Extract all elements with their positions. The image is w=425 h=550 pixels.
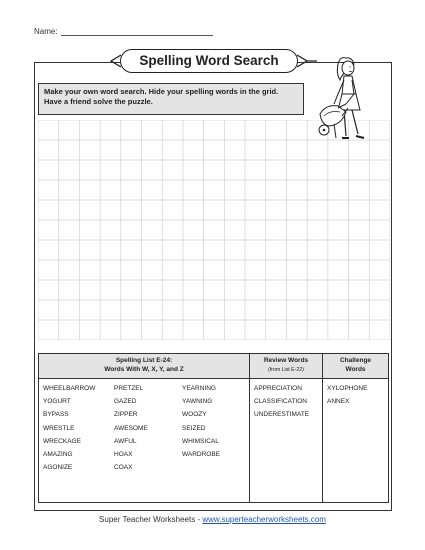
spelling-word: GAZED: [114, 398, 137, 406]
title-right-ornament: [297, 54, 317, 68]
spelling-word: BYPASS: [43, 411, 69, 419]
spelling-word: WRESTLE: [43, 424, 75, 432]
name-label: Name:: [34, 27, 58, 36]
spelling-word: AWFUL: [114, 437, 137, 445]
review-words-title: Review Words: [263, 357, 309, 364]
name-line: [61, 27, 213, 36]
review-words-header: [250, 357, 322, 374]
spelling-word: COAX: [114, 464, 133, 472]
spelling-word: YAWNING: [182, 398, 213, 406]
footer-prefix: Super Teacher Worksheets -: [99, 515, 203, 524]
page-title: Spelling Word Search: [120, 49, 298, 73]
footer-link[interactable]: www.superteacherworksheets.com: [202, 515, 326, 524]
instructions-box: Make your own word search. Hide your spelling words in the grid. Have a friend solve the puzzle.: [38, 83, 304, 115]
spelling-list-title: Spelling List E-24:: [115, 357, 173, 364]
challenge-words-header: [323, 357, 388, 374]
spelling-word: AMAZING: [43, 451, 73, 458]
table-header: [39, 354, 388, 379]
spelling-word: HOAX: [114, 451, 133, 458]
spelling-word: WHEELBARROW: [43, 385, 96, 392]
challenge-word: ANNEX: [327, 398, 350, 406]
spelling-word: PRETZEL: [114, 385, 144, 392]
spelling-word: SEIZED: [182, 424, 206, 432]
footer: [0, 515, 425, 524]
review-words-subtitle: (from List E-22): [268, 366, 304, 373]
challenge-words-title-2: Words: [345, 365, 366, 373]
spelling-word: AGONIZE: [43, 464, 73, 472]
review-word: UNDERESTIMATE: [254, 411, 310, 419]
spelling-word: YEARNING: [182, 385, 216, 392]
challenge-words-title: Challenge: [339, 357, 372, 364]
column-divider: [322, 354, 323, 502]
spelling-list-header: [39, 357, 249, 374]
spelling-list-subtitle: Words With W, X, Y, and Z: [104, 365, 184, 373]
review-word: APPRECIATION: [254, 385, 302, 392]
column-divider: [249, 354, 250, 502]
review-word: CLASSIFICATION: [254, 398, 307, 406]
spelling-word: WHIMSICAL: [182, 437, 219, 445]
challenge-word: XYLOPHONE: [327, 385, 368, 392]
name-field: [34, 27, 213, 36]
spelling-word: WRECKAGE: [43, 437, 81, 445]
spelling-word: YOGURT: [43, 398, 71, 406]
spelling-words-table: [38, 353, 389, 503]
spelling-word: ZIPPER: [114, 411, 138, 419]
spelling-word: WARDROBE: [182, 451, 221, 458]
girl-with-wheelbarrow-illustration: [316, 54, 386, 158]
spelling-word: WOOZY: [182, 411, 207, 419]
spelling-word: AWESOME: [114, 424, 148, 432]
